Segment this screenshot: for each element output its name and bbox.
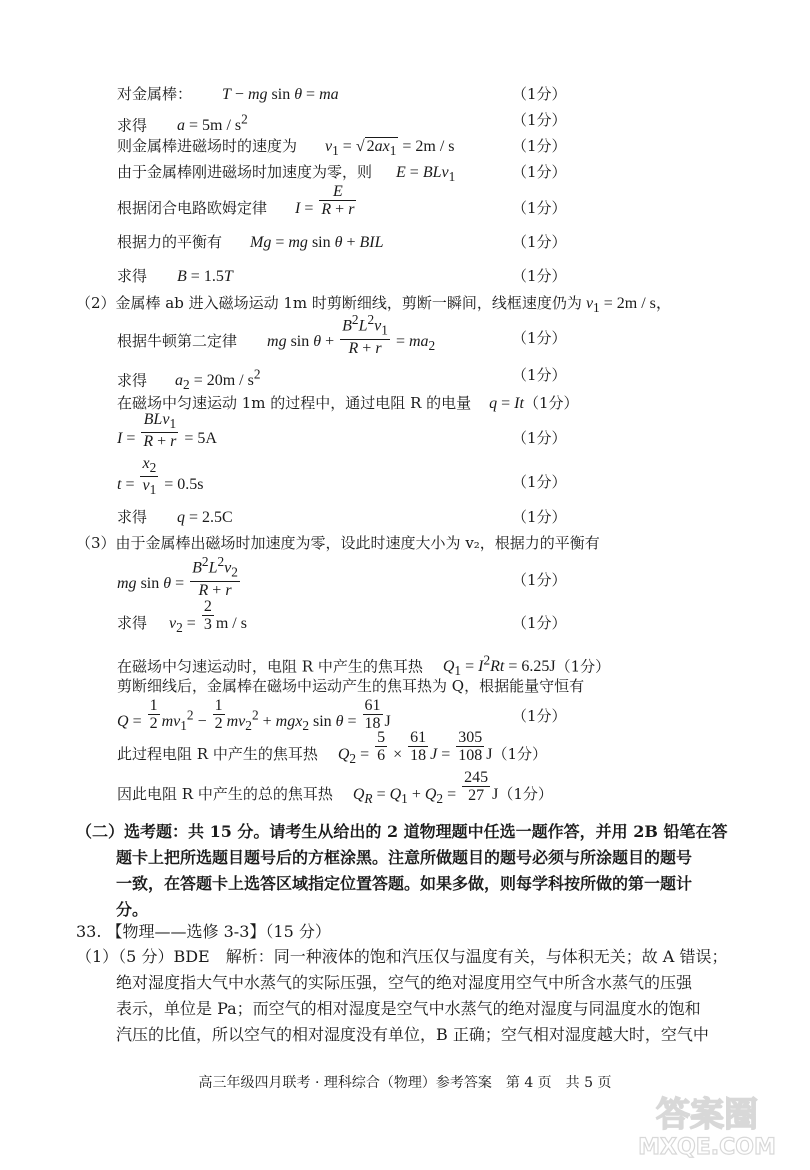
score-mark: （1分） (512, 429, 567, 447)
svg-text:MXQE.COM: MXQE.COM (638, 1135, 776, 1160)
answer-text: 绝对湿度指大气中水蒸气的实际压强，空气的绝对湿度用空气中所含水蒸气的压强 (116, 973, 693, 992)
text-line: 求得 $v_2$ = $\frac{2}{3}$ m / s (117, 598, 247, 636)
equation: $Q_R = Q_1 + Q_2$ = $\frac{245}{27}$ J (352, 769, 499, 807)
text-line (117, 411, 217, 451)
text-line: 根据闭合电路欧姆定律 I = $\frac{E}{R + r}$ (117, 198, 358, 219)
text-line: 由于金属棒刚进磁场时加速度为零，则 E = BLv$_1$ (117, 163, 456, 185)
equation: $Q_2$ = $\frac{5}{6}$ × $\frac{61}{18}$ J = $\frac{305}{108}$ J (337, 729, 493, 767)
equation: $a_2 = 20m / s^2$ (175, 367, 261, 393)
text-line (117, 455, 204, 498)
equation: $a = 5m / s^2$ (177, 112, 248, 135)
equation: q = It (489, 395, 524, 412)
text-line: 剪断细线后，金属棒在磁场中运动产生的焦耳热为 Q，根据能量守恒有 (117, 677, 585, 695)
score-mark: （1分） (512, 137, 567, 155)
score-mark: （1分） (512, 508, 567, 526)
score-mark: （1分） (512, 163, 567, 181)
score-mark: （1分） (512, 233, 567, 251)
equation: Mg = mg sin θ + BIL (250, 234, 384, 251)
svg-text:答案圈: 答案圈 (656, 1095, 758, 1135)
equation: mg sin θ + $\frac{B^2L^2v_1}{R + r}$ = $ma_2$ (267, 312, 436, 357)
text-line: 求得 q = 2.5C (117, 508, 233, 526)
equation: $v_2$ = $\frac{2}{3}$ m / s (169, 598, 247, 636)
text-line: 此过程电阻 R 中产生的焦耳热 $Q_2$ = $\frac{5}{6}$ × $\frac{61}{18}$ J = $\frac{305}{108}$ J（1分） (117, 729, 548, 767)
text-line: 在磁场中匀速运动 1m 的过程中，通过电阻 R 的电量 q = It（1分） (117, 394, 579, 412)
equation: E = BLv$_1$ (396, 164, 456, 185)
equation: I = $\frac{E}{R + r}$ (295, 183, 355, 219)
text-line: 因此电阻 R 中产生的总的焦耳热 $Q_R = Q_1 + Q_2$ = $\frac{245}{27}$ J（1分） (117, 769, 553, 807)
score-mark: （1分） (512, 366, 567, 384)
score-mark: （1分） (512, 85, 567, 103)
equation: mg sin θ = $\frac{B^2L^2v_2}{R + r}$ (117, 554, 238, 599)
text-line: （2）金属棒 ab 进入磁场运动 1m 时剪断细线，剪断一瞬间，线框速度仍为 $v_1 = 2m / s$， (76, 294, 672, 316)
text-line: 在磁场中匀速运动时，电阻 R 中产生的焦耳热 $Q_1 = I^2Rt = 6.25J(1$分） (117, 653, 611, 679)
equation: I = $\frac{BLv_1}{R + r}$ = 5A (117, 411, 217, 451)
text-line (117, 554, 242, 599)
section-heading: （二）选考题：共 15 分。请考生从给出的 2 道物理题中任选一题作答，并用 2B 铅笔在答 (76, 822, 728, 841)
text-line: 则金属棒进磁场时的速度为 $v_1$ = √ $2ax_1 = 2m / s$ (117, 137, 455, 159)
text-line: 求得 B = 1.5T (117, 267, 233, 285)
equation: t = $\frac{x_2}{v_1}$ = 0.5s (117, 455, 204, 498)
text-line: （3）由于金属棒出磁场时加速度为零，设此时速度大小为 v₂，根据力的平衡有 (76, 534, 600, 552)
equation: T − mg sin θ = ma (222, 86, 339, 103)
score-mark: （1分） (512, 267, 567, 285)
equation: $v_1$ = √ $2ax_1 = 2m / s$ (325, 138, 455, 159)
section-text: 分。 (116, 900, 149, 919)
section-text: 一致，在答题卡上选答区域指定位置答题。如果多做，则每学科按所做的第一题计 (116, 874, 693, 893)
equation: B = 1.5T (177, 268, 233, 285)
page-footer: 高三年级四月联考 · 理科综合（物理）参考答案 第 4 页 共 5 页 (198, 1075, 612, 1091)
score-mark: （1分） (512, 329, 567, 347)
score-mark: （1分） (512, 707, 567, 725)
text-line: 求得 $a = 5m / s^2$ (117, 112, 248, 135)
score-mark: （1分） (512, 473, 567, 491)
answer-text: 表示，单位是 Pa；而空气的相对湿度是空气中水蒸气的绝对湿度与同温度水的饱和 (116, 999, 701, 1018)
text-line (117, 696, 391, 737)
text-line: 求得 $a_2 = 20m / s^2$ (117, 367, 261, 393)
answer-text: （1）（5 分）BDE 解析：同一种液体的饱和汽压仅与温度有关，与体积无关；故 A 错误； (76, 947, 728, 966)
equation: $Q_1 = I^2Rt = 6.25J$ (442, 653, 556, 679)
score-mark: （1分） (512, 571, 567, 589)
score-mark: （1分） (512, 111, 567, 129)
answer-text: 汽压的比值，所以空气的相对湿度没有单位，B 正确；空气相对湿度越大时，空气中 (116, 1025, 709, 1044)
question-title: 33. 【物理——选修 3-3】（15 分） (76, 922, 331, 941)
score-mark: （1分） (512, 199, 567, 217)
section-text: 题卡上把所选题目题号后的方框涂黑。注意所做题目的题号必须与所涂题目的题号 (116, 848, 693, 867)
text-line: 对金属棒： T − mg sin θ = ma (117, 85, 339, 103)
text-line: 根据力的平衡有 Mg = mg sin θ + BIL (117, 233, 384, 251)
equation: $v_1 = 2m / s$， (585, 295, 672, 316)
score-mark: （1分） (512, 614, 567, 632)
watermark-logo (622, 1090, 792, 1160)
text-line: 根据牛顿第二定律 mg sin θ + $\frac{B^2L^2v_1}{R + r}$ = $ma_2$ (117, 312, 436, 357)
equation: Q = $\frac{1}{2}$ $mv_1^2$ − $\frac{1}{2}$ $mv_2^2 + mgx_2$ sin θ = $\frac{61}{18}$ J (117, 696, 391, 734)
equation: q = 2.5C (177, 509, 233, 526)
